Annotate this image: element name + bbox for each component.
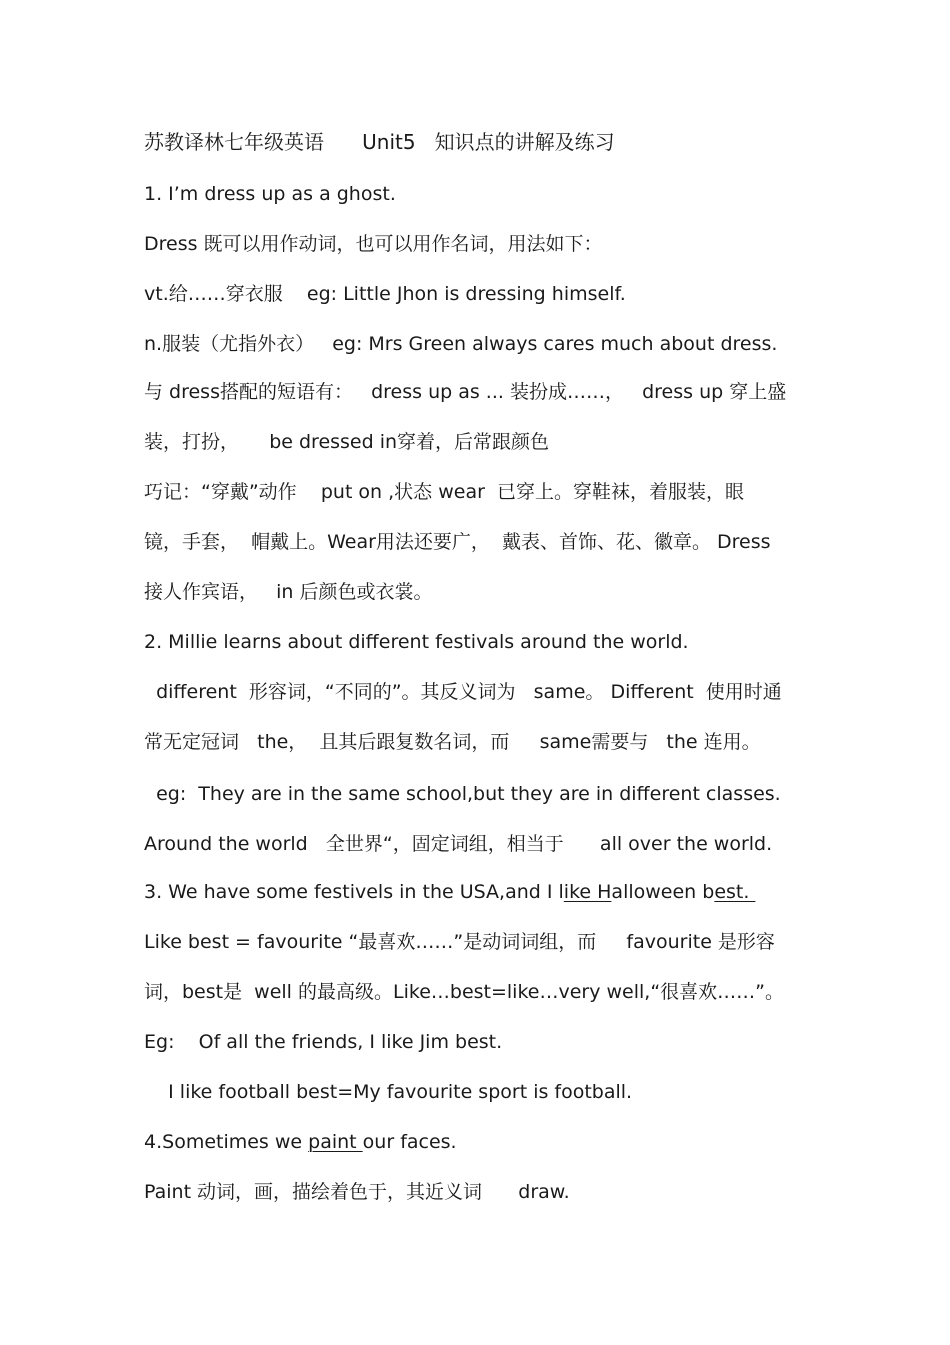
text-line: 词，best是 well 的最高级。Like…best=like…very well,“很喜欢……”。 [144,981,785,1003]
underlined-segment: est. [714,881,756,903]
text-line: 常无定冠词 the， 且其后跟复数名词，而 same需要与 the 连用。 [144,731,761,753]
text-line: 巧记：“穿戴”动作 put on ,状态 wear 已穿上。穿鞋袜，着服装，眼 [144,481,744,503]
text-line: 2. Millie learns about different festivals around the world. [144,631,689,653]
text-line: I like football best=My favourite sport is football. [144,1081,633,1103]
text-line: Eg: Of all the friends, I like Jim best. [144,1031,503,1053]
text-line-underlined [144,1130,457,1154]
text-line: Like best = favourite “最喜欢……”是动词词组，而 favourite 是形容 [144,931,775,953]
text-line: Around the world 全世界“，固定词组，相当于 all over the world. [144,833,773,855]
text-line: 装，打扮， be dressed in穿着，后常跟颜色 [144,431,550,453]
text-line: vt.给……穿衣服 eg: Little Jhon is dressing himself. [144,283,626,305]
text-line: n.服装（尤指外衣） eg: Mrs Green always cares much about dress. [144,333,778,355]
text-line: Paint 动词，画，描绘着色于，其近义词 draw. [144,1181,570,1203]
text-line: 镜，手套， 帽戴上。Wear用法还要广， 戴表、首饰、花、徽章。 Dress [144,531,771,553]
text-segment: 4.Sometimes we [144,1131,309,1153]
text-segment: alloween b [611,881,715,903]
underlined-segment: paint [308,1131,363,1153]
text-line: 与 dress搭配的短语有： dress up as ... 装扮成……， dress up 穿上盛 [144,381,787,403]
document-title: 苏教译林七年级英语 Unit5 知识点的讲解及练习 [144,130,615,154]
text-line: eg: They are in the same school,but they are in different classes. [144,783,781,805]
text-line: Dress 既可以用作动词，也可以用作名词，用法如下： [144,233,603,255]
underlined-segment: ike H [563,881,612,903]
text-line-underlined [144,880,755,904]
text-segment: our faces. [362,1131,457,1153]
text-line: 接人作宾语， in 后颜色或衣裳。 [144,581,433,603]
text-segment: 3. We have some festivels in the USA,and I l [144,881,564,903]
text-line: 1. I’m dress up as a ghost. [144,183,396,205]
text-line: different 形容词，“不同的”。其反义词为 same。 Different 使用时通 [144,681,782,703]
